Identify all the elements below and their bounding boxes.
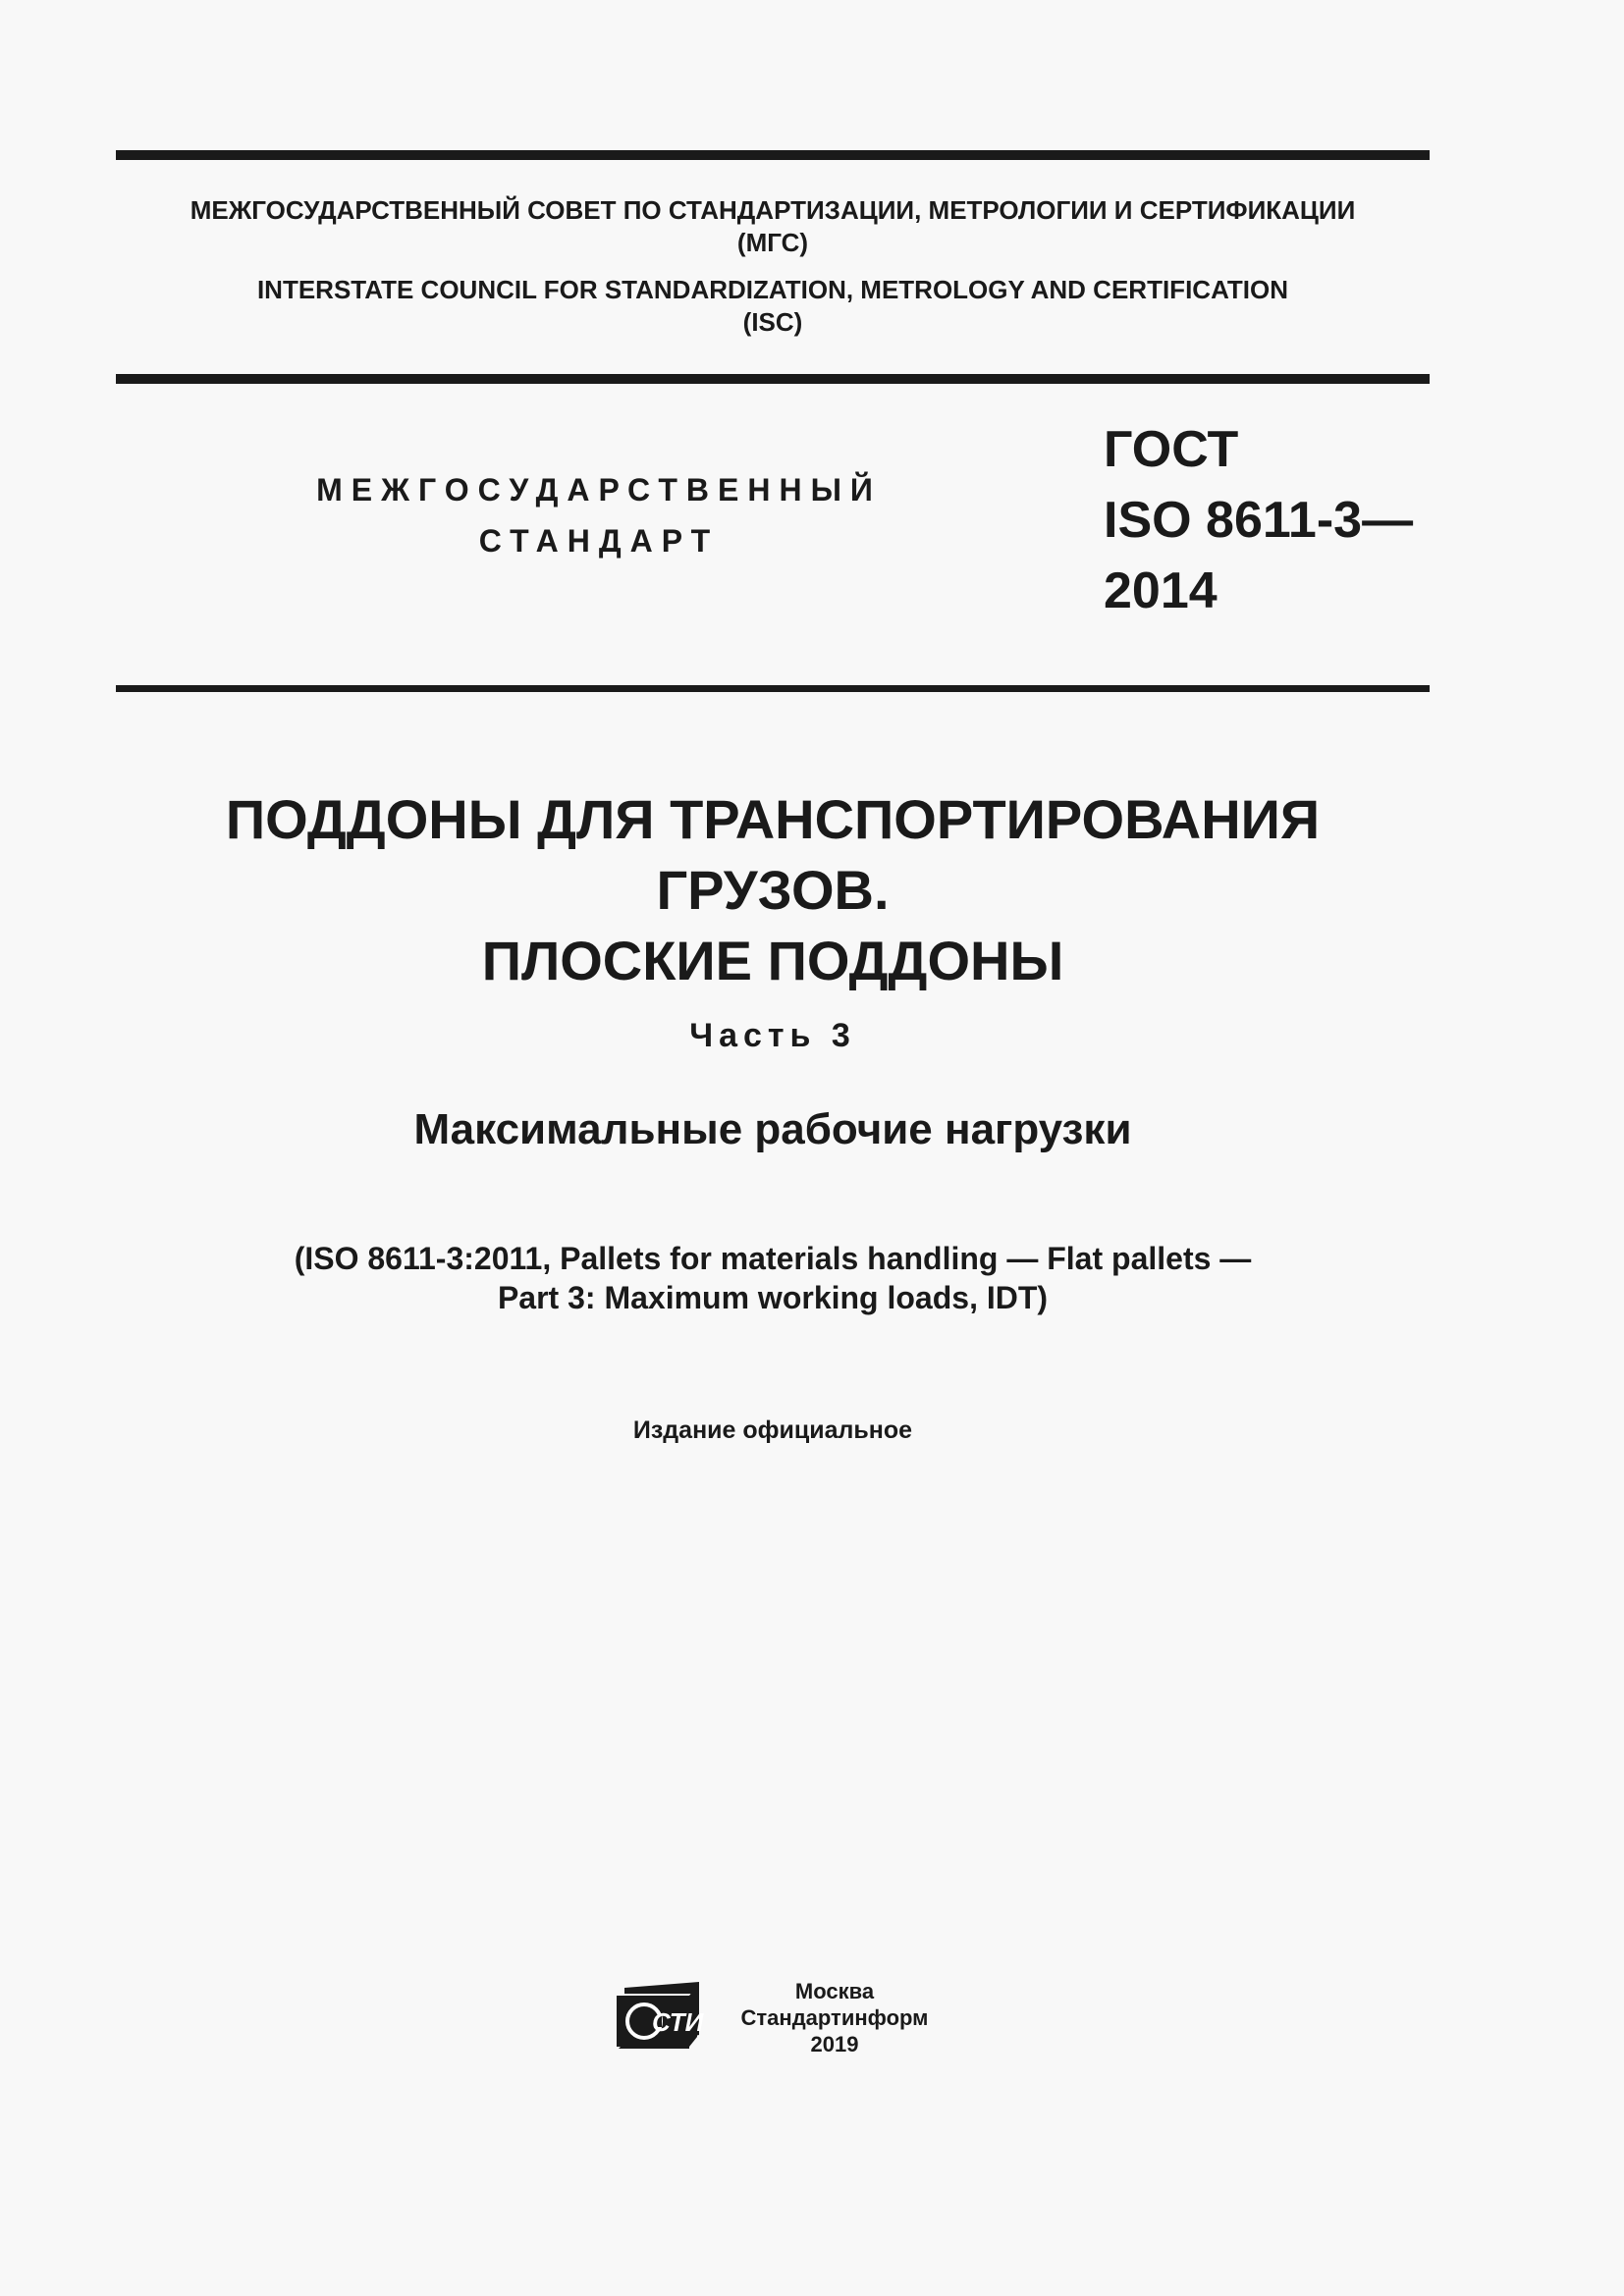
header-bottom-rule [116,685,1430,692]
standard-kind-line1: МЕЖГОСУДАРСТВЕННЫЙ [316,472,882,507]
council-name-en [116,274,1430,339]
imprint-year: 2019 [810,2032,859,2056]
standard-kind [226,464,972,566]
standard-kind-line2: СТАНДАРТ [478,523,720,559]
council-name-ru [116,194,1430,259]
designation-line2: ISO 8611-3— [1104,492,1414,549]
designation-line3: 2014 [1104,562,1218,619]
council-en-line1: INTERSTATE COUNCIL FOR STANDARDIZATION, METROLOGY AND CERTIFICATION [256,275,1289,304]
document-title [116,784,1430,996]
part-number: Часть 3 [689,1017,856,1054]
top-rule [116,150,1430,160]
logo-text: СТИ [652,2007,704,2037]
iso-reference [116,1239,1430,1317]
title-line2: ГРУЗОВ. [656,859,890,921]
council-ru-line1: МЕЖГОСУДАРСТВЕННЫЙ СОВЕТ ПО СТАНДАРТИЗАЦИИ, МЕТРОЛОГИИ И СЕРТИФИКАЦИИ [189,195,1356,225]
publisher-imprint [727,1978,943,2057]
council-en-line2: (ISC) [742,307,803,337]
iso-reference-line1: (ISO 8611-3:2011, Pallets for materials handling — Flat pallets — [294,1241,1252,1276]
designation-line1: ГОСТ [1104,421,1239,478]
title-line1: ПОДДОНЫ ДЛЯ ТРАНСПОРТИРОВАНИЯ [225,788,1321,850]
imprint-publisher: Стандартинформ [740,2005,929,2030]
document-subtitle: Максимальные рабочие нагрузки [413,1105,1132,1153]
imprint-city: Москва [794,1979,875,2003]
standartinform-logo-icon [611,1980,705,2053]
standard-designation [1104,414,1413,626]
edition-note: Издание официальное [632,1416,913,1444]
iso-reference-line2: Part 3: Maximum working loads, IDT) [497,1280,1049,1315]
title-line3: ПЛОСКИЕ ПОДДОНЫ [481,930,1064,991]
council-ru-line2: (МГС) [736,228,809,257]
middle-rule [116,374,1430,384]
